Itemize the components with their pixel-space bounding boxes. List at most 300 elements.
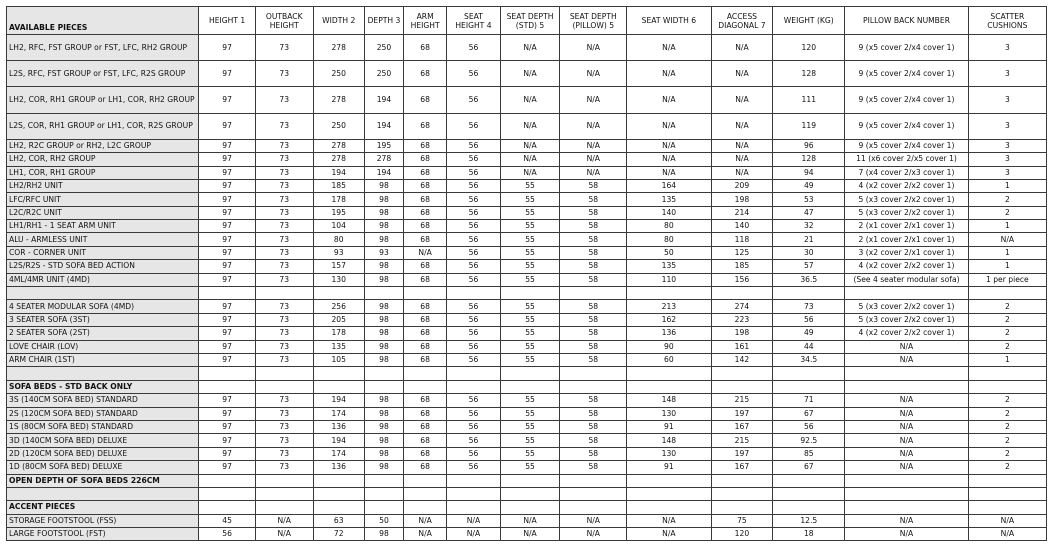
value-cell: 73	[255, 354, 313, 367]
value-cell: 178	[313, 327, 364, 340]
column-header: HEIGHT 1	[199, 7, 256, 35]
value-cell: 97	[199, 153, 256, 166]
value-cell	[404, 367, 447, 380]
value-cell: 4 (x2 cover 2/x2 cover 1)	[845, 327, 968, 340]
value-cell: N/A	[627, 113, 711, 139]
value-cell: N/A	[845, 514, 968, 527]
value-cell: N/A	[845, 394, 968, 407]
column-header: SEAT DEPTH (PILLOW) 5	[560, 7, 627, 35]
value-cell	[313, 501, 364, 514]
value-cell: 140	[711, 220, 773, 233]
value-cell: 55	[500, 420, 560, 433]
value-cell: 135	[313, 340, 364, 353]
value-cell: N/A	[627, 166, 711, 179]
value-cell: 32	[773, 220, 845, 233]
piece-name-cell: L2C/R2C UNIT	[7, 206, 199, 219]
value-cell: 162	[627, 313, 711, 326]
value-cell: N/A	[845, 420, 968, 433]
value-cell: N/A	[711, 166, 773, 179]
piece-name-cell: 4ML/4MR UNIT (4MD)	[7, 273, 199, 286]
value-cell: 97	[199, 394, 256, 407]
value-cell: 97	[199, 447, 256, 460]
value-cell: 56	[447, 273, 500, 286]
value-cell: 135	[627, 193, 711, 206]
table-row	[7, 246, 1047, 259]
value-cell: 56	[447, 153, 500, 166]
piece-name-cell: LH1/RH1 - 1 SEAT ARM UNIT	[7, 220, 199, 233]
value-cell	[711, 380, 773, 393]
value-cell: N/A	[845, 447, 968, 460]
value-cell: 174	[313, 407, 364, 420]
value-cell: 97	[199, 61, 256, 87]
value-cell	[313, 380, 364, 393]
table-row	[7, 273, 1047, 286]
value-cell: 148	[627, 434, 711, 447]
value-cell: 194	[364, 166, 403, 179]
value-cell	[968, 474, 1046, 487]
piece-name-cell: 1S (80CM SOFA BED) STANDARD	[7, 420, 199, 433]
value-cell: 209	[711, 179, 773, 192]
value-cell	[845, 474, 968, 487]
value-cell: 105	[313, 354, 364, 367]
column-header: SCATTER CUSHIONS	[968, 7, 1046, 35]
value-cell: 9 (x5 cover 2/x4 cover 1)	[845, 113, 968, 139]
value-cell: 198	[711, 193, 773, 206]
value-cell: 63	[313, 514, 364, 527]
value-cell: 49	[773, 327, 845, 340]
table-row	[7, 394, 1047, 407]
value-cell	[199, 287, 256, 300]
value-cell: 73	[255, 246, 313, 259]
section-header-row	[7, 501, 1047, 514]
value-cell	[968, 287, 1046, 300]
value-cell: 58	[560, 206, 627, 219]
piece-name-cell: LARGE FOOTSTOOL (FST)	[7, 528, 199, 541]
value-cell: 1 per piece	[968, 273, 1046, 286]
value-cell: 157	[313, 260, 364, 273]
section-header-row	[7, 380, 1047, 393]
value-cell: 98	[364, 260, 403, 273]
value-cell: 68	[404, 193, 447, 206]
value-cell: 125	[711, 246, 773, 259]
value-cell	[255, 380, 313, 393]
value-cell: 68	[404, 153, 447, 166]
value-cell: 97	[199, 273, 256, 286]
value-cell: 194	[313, 166, 364, 179]
value-cell: 58	[560, 233, 627, 246]
value-cell: 68	[404, 260, 447, 273]
value-cell: 55	[500, 394, 560, 407]
value-cell	[560, 487, 627, 500]
value-cell: 73	[255, 340, 313, 353]
value-cell: 156	[711, 273, 773, 286]
column-header: ACCESS DIAGONAL 7	[711, 7, 773, 35]
value-cell: 56	[447, 61, 500, 87]
value-cell: 98	[364, 407, 403, 420]
value-cell: 97	[199, 407, 256, 420]
value-cell: 55	[500, 273, 560, 286]
value-cell: N/A	[711, 61, 773, 87]
value-cell: 68	[404, 179, 447, 192]
value-cell: 97	[199, 206, 256, 219]
value-cell: 55	[500, 340, 560, 353]
value-cell: 194	[313, 434, 364, 447]
value-cell: 3	[968, 113, 1046, 139]
piece-name-cell: LOVE CHAIR (LOV)	[7, 340, 199, 353]
value-cell: 68	[404, 87, 447, 113]
table-row	[7, 327, 1047, 340]
value-cell: 97	[199, 87, 256, 113]
value-cell: 56	[447, 220, 500, 233]
value-cell: 56	[773, 313, 845, 326]
value-cell: 58	[560, 407, 627, 420]
value-cell: N/A	[255, 528, 313, 541]
piece-name-cell: COR - CORNER UNIT	[7, 246, 199, 259]
value-cell: 98	[364, 273, 403, 286]
value-cell: 58	[560, 447, 627, 460]
value-cell: 1	[968, 260, 1046, 273]
piece-name-cell: 4 SEATER MODULAR SOFA (4MD)	[7, 300, 199, 313]
table-row	[7, 447, 1047, 460]
value-cell: N/A	[560, 528, 627, 541]
value-cell: 58	[560, 313, 627, 326]
dimensions-table	[6, 6, 1047, 541]
value-cell: N/A	[845, 340, 968, 353]
value-cell: 58	[560, 434, 627, 447]
value-cell	[404, 380, 447, 393]
value-cell	[313, 367, 364, 380]
value-cell: N/A	[627, 139, 711, 152]
value-cell: 73	[255, 153, 313, 166]
value-cell	[560, 474, 627, 487]
value-cell: N/A	[627, 87, 711, 113]
value-cell: 73	[255, 394, 313, 407]
value-cell: 97	[199, 179, 256, 192]
value-cell: 97	[199, 300, 256, 313]
value-cell	[711, 287, 773, 300]
value-cell: 3 (x2 cover 2/x1 cover 1)	[845, 246, 968, 259]
value-cell: 136	[313, 420, 364, 433]
piece-name-cell: 2S (120CM SOFA BED) STANDARD	[7, 407, 199, 420]
value-cell: N/A	[560, 35, 627, 61]
value-cell: 110	[627, 273, 711, 286]
value-cell: 120	[711, 528, 773, 541]
piece-name-cell: LH2, COR, RH1 GROUP or LH1, COR, RH2 GROUP	[7, 87, 199, 113]
value-cell: 55	[500, 206, 560, 219]
value-cell: 2	[968, 434, 1046, 447]
value-cell: 2 (x1 cover 2/x1 cover 1)	[845, 220, 968, 233]
value-cell: N/A	[447, 514, 500, 527]
value-cell: 104	[313, 220, 364, 233]
value-cell: 9 (x5 cover 2/x4 cover 1)	[845, 35, 968, 61]
value-cell: 45	[199, 514, 256, 527]
value-cell: 1	[968, 354, 1046, 367]
value-cell	[500, 367, 560, 380]
value-cell: 56	[199, 528, 256, 541]
value-cell: 57	[773, 260, 845, 273]
value-cell: 55	[500, 313, 560, 326]
value-cell: 164	[627, 179, 711, 192]
piece-name-cell	[7, 487, 199, 500]
value-cell: 142	[711, 354, 773, 367]
value-cell: 3	[968, 87, 1046, 113]
value-cell: 68	[404, 233, 447, 246]
value-cell: N/A	[500, 61, 560, 87]
value-cell	[773, 287, 845, 300]
value-cell	[199, 501, 256, 514]
value-cell: 135	[627, 260, 711, 273]
value-cell	[627, 501, 711, 514]
value-cell: 55	[500, 246, 560, 259]
table-row	[7, 340, 1047, 353]
value-cell: N/A	[711, 113, 773, 139]
value-cell: 195	[313, 206, 364, 219]
value-cell: N/A	[845, 434, 968, 447]
table-row	[7, 153, 1047, 166]
table-row	[7, 354, 1047, 367]
piece-name-cell: ARM CHAIR (1ST)	[7, 354, 199, 367]
piece-name-cell: STORAGE FOOTSTOOL (FSS)	[7, 514, 199, 527]
table-row	[7, 166, 1047, 179]
value-cell	[500, 474, 560, 487]
value-cell	[447, 501, 500, 514]
value-cell: 278	[313, 153, 364, 166]
value-cell: 215	[711, 434, 773, 447]
value-cell: 97	[199, 420, 256, 433]
value-cell	[255, 501, 313, 514]
value-cell: 97	[199, 113, 256, 139]
value-cell: 93	[313, 246, 364, 259]
value-cell: 98	[364, 193, 403, 206]
value-cell: 91	[627, 420, 711, 433]
value-cell	[711, 501, 773, 514]
table-header-row	[7, 7, 1047, 35]
value-cell: N/A	[968, 233, 1046, 246]
piece-name-cell: 1D (80CM SOFA BED) DELUXE	[7, 461, 199, 474]
value-cell: 140	[627, 206, 711, 219]
value-cell: 98	[364, 220, 403, 233]
value-cell	[845, 380, 968, 393]
value-cell	[500, 487, 560, 500]
value-cell: 73	[773, 300, 845, 313]
value-cell: N/A	[845, 461, 968, 474]
table-row	[7, 179, 1047, 192]
blank-row	[7, 287, 1047, 300]
value-cell	[968, 367, 1046, 380]
value-cell: 205	[313, 313, 364, 326]
value-cell	[364, 474, 403, 487]
value-cell: 73	[255, 206, 313, 219]
value-cell: 18	[773, 528, 845, 541]
value-cell: N/A	[500, 153, 560, 166]
value-cell: 223	[711, 313, 773, 326]
value-cell	[845, 487, 968, 500]
value-cell: 30	[773, 246, 845, 259]
value-cell: 73	[255, 193, 313, 206]
value-cell: 278	[313, 87, 364, 113]
value-cell: 97	[199, 434, 256, 447]
value-cell: 97	[199, 35, 256, 61]
value-cell: N/A	[500, 113, 560, 139]
value-cell: 97	[199, 246, 256, 259]
value-cell	[447, 367, 500, 380]
value-cell: 68	[404, 447, 447, 460]
value-cell: 56	[447, 87, 500, 113]
value-cell: 56	[447, 35, 500, 61]
value-cell: 80	[313, 233, 364, 246]
value-cell: 167	[711, 461, 773, 474]
value-cell	[199, 367, 256, 380]
piece-name-cell	[7, 287, 199, 300]
value-cell: N/A	[627, 153, 711, 166]
table-row	[7, 220, 1047, 233]
table-row	[7, 139, 1047, 152]
value-cell	[199, 487, 256, 500]
value-cell: 58	[560, 220, 627, 233]
value-cell	[968, 487, 1046, 500]
value-cell	[773, 380, 845, 393]
value-cell: 130	[627, 407, 711, 420]
value-cell: 119	[773, 113, 845, 139]
value-cell: N/A	[404, 528, 447, 541]
value-cell: 58	[560, 420, 627, 433]
value-cell: 73	[255, 113, 313, 139]
value-cell: 50	[364, 514, 403, 527]
value-cell: 128	[773, 153, 845, 166]
value-cell: 161	[711, 340, 773, 353]
value-cell: 73	[255, 273, 313, 286]
piece-name-cell: 2 SEATER SOFA (2ST)	[7, 327, 199, 340]
value-cell: N/A	[500, 139, 560, 152]
value-cell: 58	[560, 273, 627, 286]
value-cell	[255, 287, 313, 300]
value-cell: 194	[364, 87, 403, 113]
table-row	[7, 193, 1047, 206]
value-cell: 68	[404, 166, 447, 179]
value-cell: 2	[968, 407, 1046, 420]
value-cell: 197	[711, 407, 773, 420]
value-cell: 56	[447, 113, 500, 139]
value-cell: 12.5	[773, 514, 845, 527]
piece-name-cell: 3S (140CM SOFA BED) STANDARD	[7, 394, 199, 407]
value-cell: 98	[364, 179, 403, 192]
value-cell: 98	[364, 447, 403, 460]
value-cell: 111	[773, 87, 845, 113]
table-row	[7, 514, 1047, 527]
column-header: DEPTH 3	[364, 7, 403, 35]
piece-name-cell: LH1, COR, RH1 GROUP	[7, 166, 199, 179]
value-cell: 73	[255, 166, 313, 179]
value-cell	[255, 487, 313, 500]
value-cell: 56	[447, 313, 500, 326]
piece-name-cell: LH2, COR, RH2 GROUP	[7, 153, 199, 166]
value-cell	[255, 367, 313, 380]
table-row	[7, 87, 1047, 113]
value-cell: 98	[364, 327, 403, 340]
value-cell: N/A	[500, 87, 560, 113]
value-cell: N/A	[560, 139, 627, 152]
value-cell: 80	[627, 220, 711, 233]
value-cell: 56	[447, 260, 500, 273]
value-cell: 136	[627, 327, 711, 340]
column-header: SEAT HEIGHT 4	[447, 7, 500, 35]
value-cell: 56	[447, 407, 500, 420]
value-cell	[627, 474, 711, 487]
value-cell: 58	[560, 246, 627, 259]
value-cell: 56	[447, 394, 500, 407]
value-cell: 213	[627, 300, 711, 313]
value-cell	[447, 287, 500, 300]
value-cell: N/A	[560, 153, 627, 166]
value-cell	[845, 367, 968, 380]
value-cell: 21	[773, 233, 845, 246]
value-cell	[773, 367, 845, 380]
table-row	[7, 233, 1047, 246]
value-cell: 55	[500, 233, 560, 246]
value-cell: 5 (x3 cover 2/x2 cover 1)	[845, 313, 968, 326]
value-cell: 73	[255, 61, 313, 87]
value-cell: 3	[968, 139, 1046, 152]
value-cell	[968, 380, 1046, 393]
column-header: PILLOW BACK NUMBER	[845, 7, 968, 35]
value-cell: N/A	[845, 354, 968, 367]
piece-name-cell: LH2, RFC, FST GROUP or FST, LFC, RH2 GROUP	[7, 35, 199, 61]
value-cell: 73	[255, 407, 313, 420]
value-cell	[711, 474, 773, 487]
value-cell: 98	[364, 394, 403, 407]
value-cell: 73	[255, 434, 313, 447]
value-cell	[627, 487, 711, 500]
value-cell: 2	[968, 394, 1046, 407]
value-cell: 47	[773, 206, 845, 219]
value-cell	[404, 501, 447, 514]
value-cell: N/A	[500, 528, 560, 541]
value-cell: N/A	[627, 61, 711, 87]
value-cell	[313, 487, 364, 500]
value-cell: 130	[313, 273, 364, 286]
value-cell: N/A	[560, 514, 627, 527]
value-cell: 250	[313, 61, 364, 87]
value-cell: 91	[627, 461, 711, 474]
value-cell: 250	[313, 113, 364, 139]
piece-name-cell: 3D (140CM SOFA BED) DELUXE	[7, 434, 199, 447]
value-cell: 2	[968, 206, 1046, 219]
piece-name-cell: ACCENT PIECES	[7, 501, 199, 514]
value-cell: 98	[364, 420, 403, 433]
value-cell: 55	[500, 300, 560, 313]
value-cell: 68	[404, 354, 447, 367]
value-cell: 55	[500, 447, 560, 460]
value-cell: N/A	[711, 139, 773, 152]
value-cell: 55	[500, 354, 560, 367]
value-cell: 58	[560, 300, 627, 313]
piece-name-cell: 3 SEATER SOFA (3ST)	[7, 313, 199, 326]
value-cell: 56	[447, 447, 500, 460]
value-cell: 85	[773, 447, 845, 460]
value-cell: 97	[199, 233, 256, 246]
value-cell	[773, 501, 845, 514]
value-cell: 68	[404, 394, 447, 407]
value-cell: N/A	[968, 514, 1046, 527]
value-cell: 49	[773, 179, 845, 192]
section-header-row	[7, 474, 1047, 487]
value-cell: N/A	[845, 407, 968, 420]
value-cell: 98	[364, 434, 403, 447]
value-cell: 2	[968, 340, 1046, 353]
value-cell: 185	[711, 260, 773, 273]
value-cell	[364, 367, 403, 380]
value-cell: 67	[773, 407, 845, 420]
